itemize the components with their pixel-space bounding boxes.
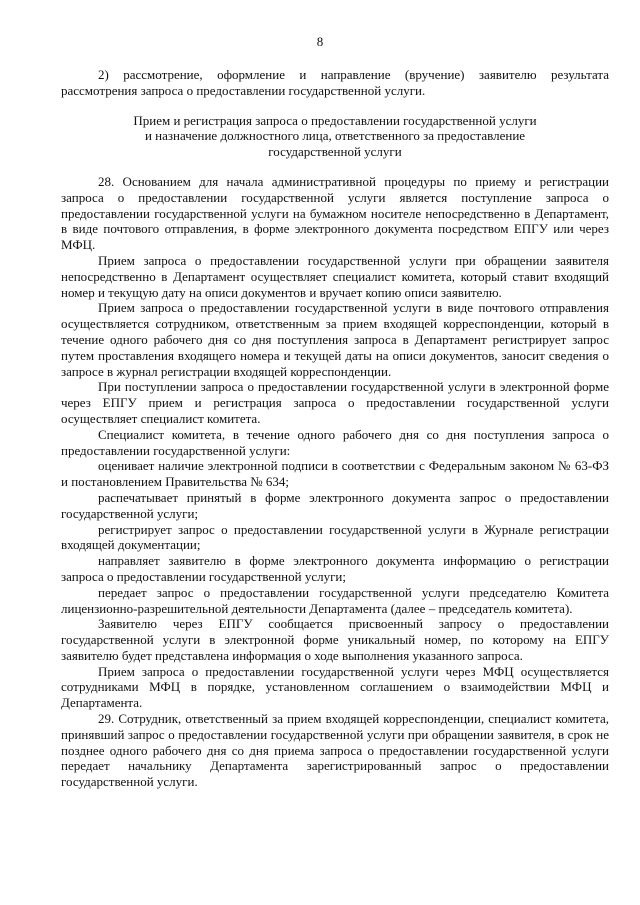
paragraph: Прием запроса о предоставлении государственной услуги при обращении заявителя непосредственно в Департамент осуществляет специалист комитета, который ставит входящий номер и текущую дату на описи документов и вручает копию описи заявителю. <box>61 252 609 300</box>
list-item: распечатывает принятый в форме электронного документа запрос о предоставлении государственной услуги; <box>61 489 609 521</box>
paragraph: Заявителю через ЕПГУ сообщается присвоенный запросу о предоставлении государственной услуги в электронной форме уникальный номер, по которому на ЕПГУ заявителю будет представлена информация о ходе выполнения указанного запроса. <box>61 616 609 663</box>
paragraph: Прием запроса о предоставлении государственной услуги в виде почтового отправления осуществляется сотрудником, ответственным за прием входящей корреспонденции, который в течение одного рабочего дня со дня поступления запроса в Департамент регистрирует запрос путем проставления входящего номера и текущей даты на описи документов, заносит сведения о запросе в журнал регистрации входящей корреспонденции. <box>61 300 609 379</box>
section-heading-line: и назначение должностного лица, ответственного за предоставление <box>144 128 526 144</box>
paragraph: Специалист комитета, в течение одного рабочего дня со дня поступления запроса о предоставлении государственной услуги: <box>61 426 609 458</box>
page-number: 8 <box>316 34 324 49</box>
list-item: регистрирует запрос о предоставлении государственной услуги в Журнале регистрации входящей документации; <box>61 521 609 553</box>
paragraph: При поступлении запроса о предоставлении государственной услуги в электронной форме через ЕПГУ прием и регистрация запроса о предоставлении государственной услуги осуществляет специалист комитета. <box>61 379 609 426</box>
section-heading-line: Прием и регистрация запроса о предоставлении государственной услуги <box>133 112 537 128</box>
paragraph-list <box>61 174 609 790</box>
paragraph: Прием запроса о предоставлении государственной услуги через МФЦ осуществляется сотрудниками МФЦ в порядке, установленном соглашением о взаимодействии МФЦ и Департамента. <box>61 663 609 711</box>
paragraph-29: 29. Сотрудник, ответственный за прием входящей корреспонденции, специалист комитета, принявший запрос о предоставлении государственной услуги при обращении заявителя, в срок не позднее одного рабочего дня со дня приема запроса о предоставлении государственной услуги передает начальнику Департамента зарегистрированный запрос о предоставлении государственной услуги. <box>61 711 609 790</box>
list-item: передает запрос о предоставлении государственной услуги председателю Комитета лицензионно-разрешительной деятельности Департамента (далее – председатель комитета). <box>61 584 609 616</box>
section-heading-line: государственной услуги <box>268 144 402 160</box>
list-item: направляет заявителю в форме электронного документа информацию о регистрации запроса о предоставлении государственной услуги; <box>61 553 609 584</box>
intro-item: 2) рассмотрение, оформление и направление (вручение) заявителю результата рассмотрения запроса о предоставлении государственной услуги. <box>61 67 609 98</box>
list-item: оценивает наличие электронной подписи в соответствии с Федеральным законом № 63-ФЗ и постановлением Правительства № 634; <box>61 458 609 490</box>
paragraph-28: 28. Основанием для начала административной процедуры по приему и регистрации запроса о предоставлении государственной услуги является поступление запроса о предоставлении государственной услуги на бумажном носителе непосредственно в Департамент, в виде почтового отправления, в форме электронного документа посредством ЕПГУ или через МФЦ. <box>61 173 609 253</box>
document-body <box>61 67 609 790</box>
section-heading <box>61 113 609 160</box>
